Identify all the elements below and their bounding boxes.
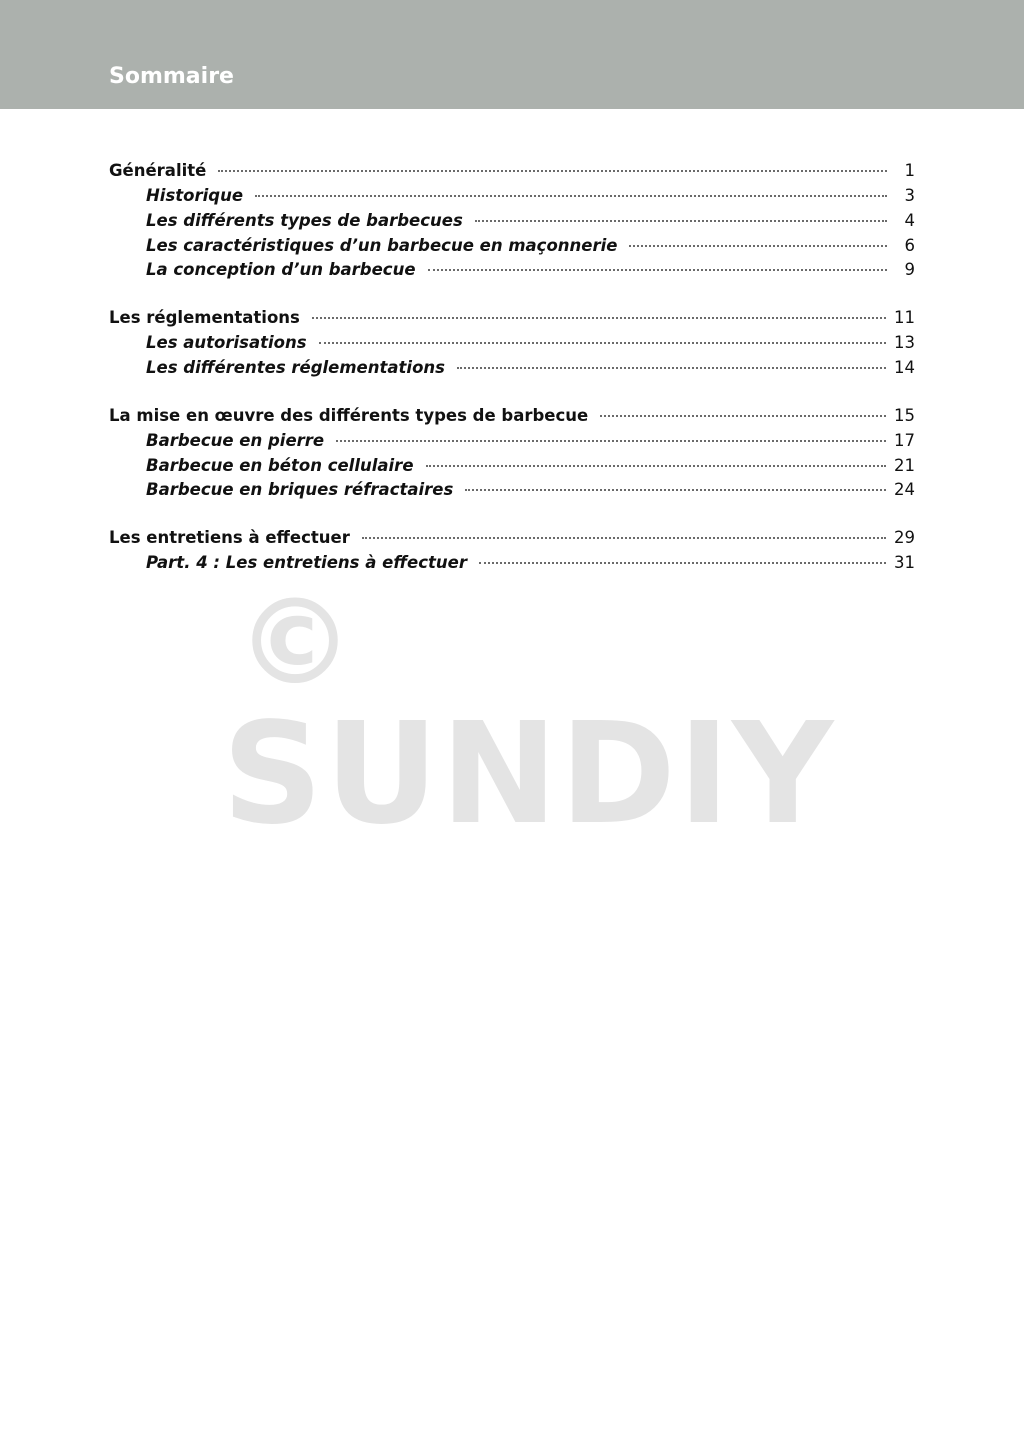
toc-subentry-briques-refractaires[interactable] [109,478,915,503]
page-title: Sommaire [109,64,234,89]
dot-leader [312,317,886,319]
toc-subentry-label: Historique [146,186,244,205]
toc-page-number: 6 [904,235,915,255]
toc-subentry-label: Barbecue en béton cellulaire [146,455,414,475]
dot-leader [629,245,887,247]
dot-leader [428,269,887,271]
toc-subentry-label: Les caractéristiques d’un barbecue en maçonnerie [146,235,618,255]
toc-page-number: 13 [894,333,915,353]
toc-section [109,305,915,381]
toc-page-number: 21 [894,455,915,475]
toc-subentry-conception[interactable] [109,258,915,283]
toc-entry-entretiens[interactable] [109,525,915,551]
dot-leader [465,489,886,491]
toc-subentry-beton-cellulaire[interactable] [109,454,915,479]
toc-subentry-part4-entretiens[interactable] [109,551,915,576]
dot-leader [255,195,887,197]
toc-page-number: 31 [894,553,915,573]
dot-leader [362,537,886,539]
toc-section [109,158,915,283]
toc-subentry-pierre[interactable] [109,429,915,454]
toc-entry-generalite[interactable] [109,158,915,184]
toc-entry-label: Généralité [109,161,207,180]
toc-subentry-differentes-reglementations[interactable] [109,356,915,381]
toc-subentry-label: Barbecue en pierre [146,430,325,450]
toc-section [109,525,915,576]
toc-page-number: 4 [904,210,915,230]
toc-subentry-historique[interactable] [109,184,915,209]
toc-subentry-autorisations[interactable] [109,331,915,356]
toc-subentry-caracteristiques[interactable] [109,234,915,259]
toc-subentry-label: Barbecue en briques réfractaires [146,480,454,500]
toc-page-number: 11 [894,308,915,328]
toc-page-number: 14 [894,357,915,377]
toc-section [109,403,915,503]
dot-leader [218,170,887,172]
toc-subentry-label: Les autorisations [146,333,307,353]
toc-page-number: 17 [894,430,915,450]
toc-entry-mise-en-oeuvre[interactable] [109,403,915,429]
dot-leader [457,367,886,369]
toc-page-number: 15 [894,405,915,425]
dot-leader [426,465,886,467]
toc-page-number: 24 [894,480,915,500]
watermark-text: SUNDIY [222,693,836,856]
copyright-watermark-icon: © [236,573,354,711]
toc-page-number: 1 [904,161,915,180]
toc-subentry-label: Part. 4 : Les entretiens à effectuer [146,553,467,573]
toc-page-number: 3 [904,186,915,205]
toc-entry-label: Les entretiens à effectuer [109,528,350,548]
dot-leader [336,440,886,442]
header-band [0,0,1024,109]
dot-leader [600,415,886,417]
toc-subentry-label: Les différents types de barbecues [146,210,463,230]
toc-page-number: 29 [894,528,915,548]
toc-subentry-label: Les différentes réglementations [146,357,445,377]
toc-entry-reglementations[interactable] [109,305,915,331]
dot-leader [479,562,886,564]
toc-page-number: 9 [904,260,915,280]
toc-subentry-types-barbecues[interactable] [109,209,915,234]
toc-entry-label: Les réglementations [109,308,300,328]
table-of-contents [109,158,915,598]
dot-leader [319,342,886,344]
toc-entry-label: La mise en œuvre des différents types de barbecue [109,405,589,425]
toc-subentry-label: La conception d’un barbecue [146,260,416,280]
dot-leader [475,220,887,222]
